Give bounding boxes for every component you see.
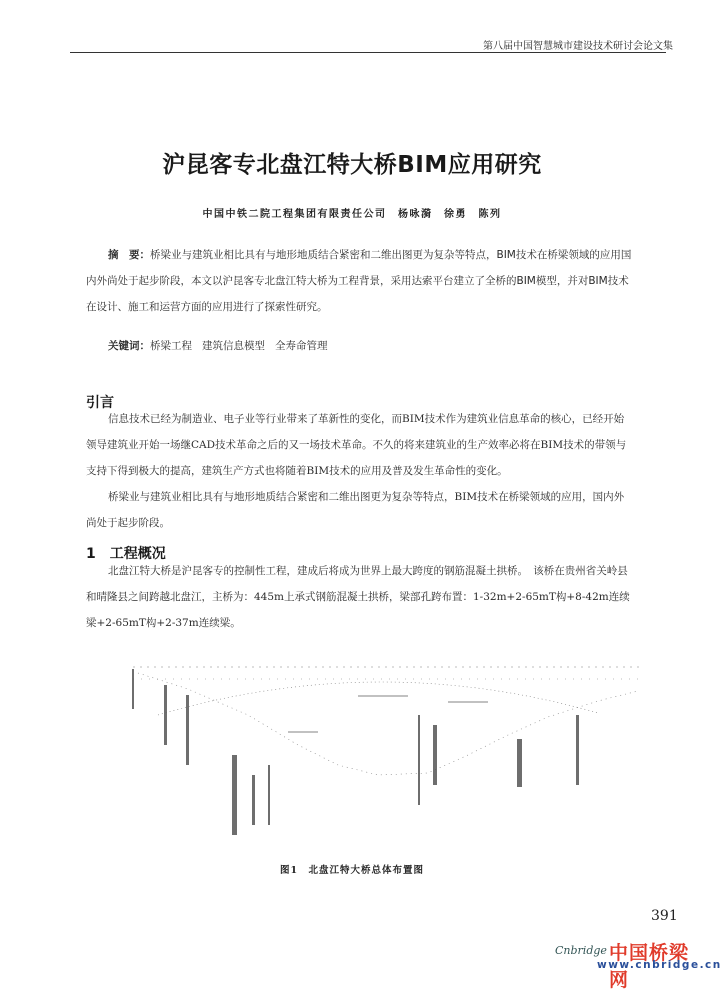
bridge-layout-figure xyxy=(128,655,648,855)
section-heading-overview: 1 工程概况 xyxy=(86,546,166,562)
keyword: 全寿命管理 xyxy=(275,340,328,352)
logo-cn-text: 中国桥梁网 xyxy=(609,942,690,991)
logo-url: www.cnbridge.cn xyxy=(597,959,722,971)
authors: 中国中铁二院工程集团有限责任公司 杨咏漪 徐勇 陈列 xyxy=(202,209,502,220)
paper-title: 沪昆客专北盘江特大桥BIM应用研究 xyxy=(162,152,542,178)
page-number: 391 xyxy=(651,908,678,924)
intro-paragraph-1: 信息技术已经为制造业、电子业等行业带来了革新性的变化，而BIM技术作为建筑业信息革命的核心，已经开始领导建筑业开始一场继CAD技术革命之后的又一场技术革命。不久的将来建筑业的生产效率必将在BIM技术的带领与支持下得到极大的提高，建筑生产方式也将随着BIM技术的应用及普及发生革命性的变化。 xyxy=(86,413,627,477)
abstract-label: 摘 要： xyxy=(108,249,150,261)
journal-name: 第八届中国智慧城市建设技术研讨会论文集 xyxy=(483,41,673,52)
keywords xyxy=(86,333,634,359)
header-rule xyxy=(70,52,666,53)
keywords-label: 关键词： xyxy=(108,340,150,352)
abstract-text: 桥梁业与建筑业相比具有与地形地质结合紧密和二维出图更为复杂等特点，BIM技术在桥梁领域的应用国内外尚处于起步阶段，本文以沪昆客专北盘江特大桥为工程背景，采用达索平台建立了全桥的BIM模型，并对BIM技术在设计、施工和运营方面的应用进行了探索性研究。 xyxy=(86,249,632,313)
section-heading-intro: 引言 xyxy=(86,395,114,411)
keyword: 桥梁工程 xyxy=(150,340,192,352)
abstract xyxy=(86,242,634,320)
logo-brand: Cnbridge xyxy=(555,944,607,957)
keyword: 建筑信息模型 xyxy=(202,340,265,352)
overview-paragraph-1: 北盘江特大桥是沪昆客专的控制性工程，建成后将成为世界上最大跨度的钢筋混凝土拱桥。 该桥在贵州省关岭县和晴隆县之间跨越北盘江，主桥为：445m上承式钢筋混凝土拱桥，梁部孔跨布置：1-32m+2-65mT构+8-42m连续梁+2-65mT构+2-37m连续梁。 xyxy=(86,565,630,629)
intro-paragraph-2: 桥梁业与建筑业相比具有与地形地质结合紧密和二维出图更为复杂等特点，BIM技术在桥梁领域的应用，国内外尚处于起步阶段。 xyxy=(86,491,625,529)
cnbridge-logo xyxy=(555,940,722,991)
figure-caption: 图1 北盘江特大桥总体布置图 xyxy=(279,865,425,876)
